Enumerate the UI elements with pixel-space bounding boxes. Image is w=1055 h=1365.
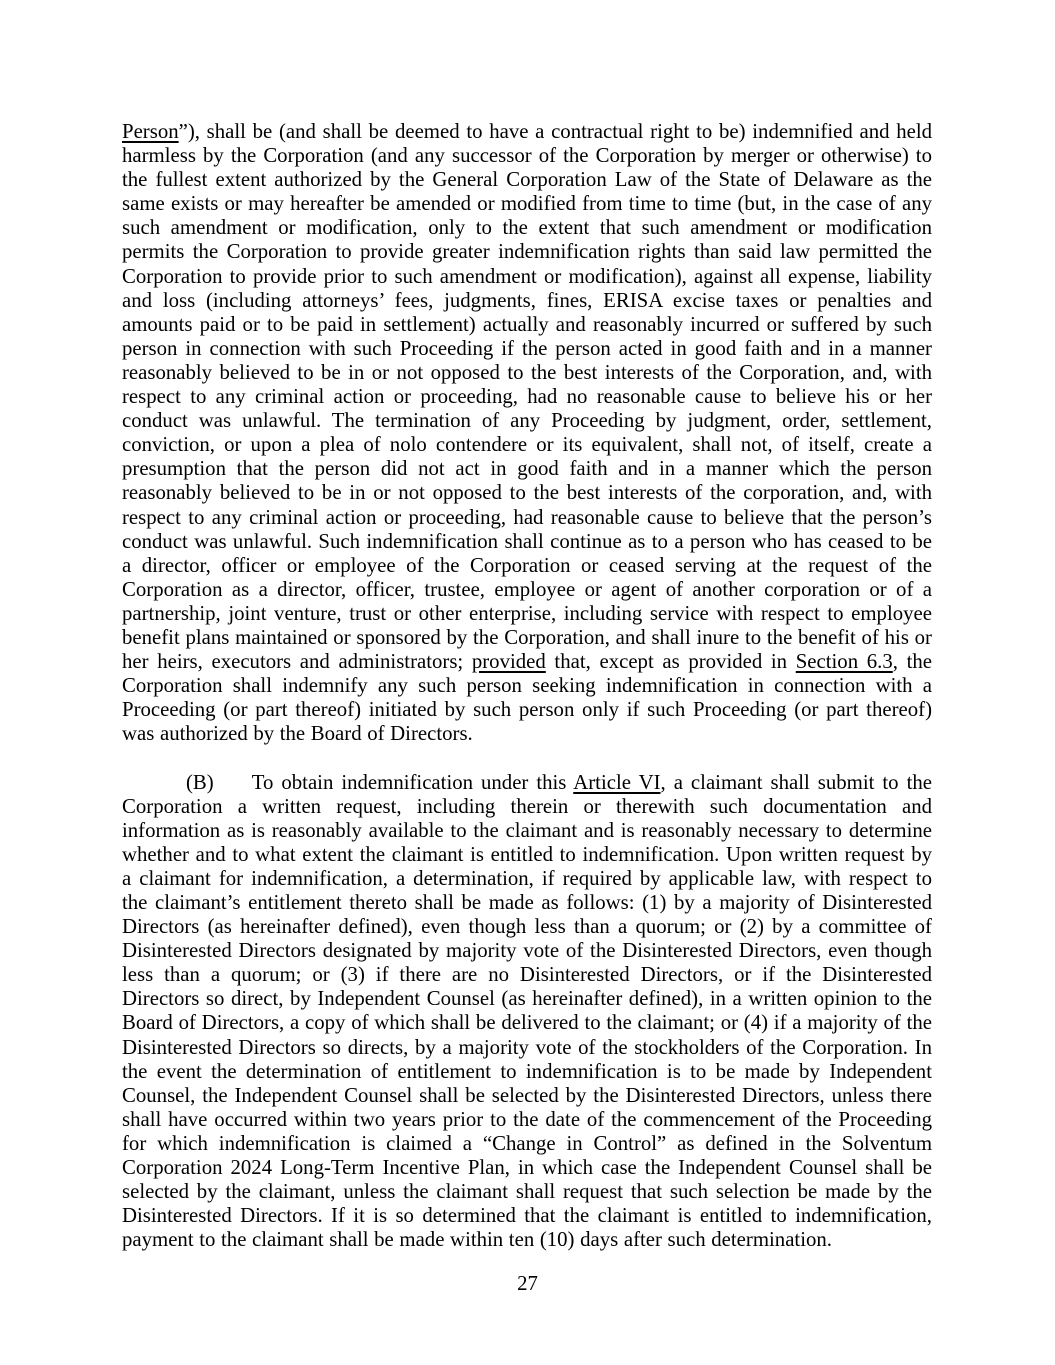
indemnification-paragraph-b xyxy=(122,771,932,1253)
page-number: 27 xyxy=(517,1272,538,1295)
underlined-term: provided xyxy=(471,650,546,674)
text-run: (B) xyxy=(186,770,214,794)
text-run: , a claimant shall submit to the Corporation a written request, including therein or therewith such documentation and information as is reasonably available to the claimant and is reasonably necessary to determine whether and to what extent the claimant is entitled to indemnification. Upon written request by a claimant for indemnification, a determination, if required by applicable law, with respect to the claimant’s entitlement thereto shall be made as follows: (1) by a majority of Disinterested Directors (as hereinafter defined), even though less than a quorum; or (2) by a committee of Disinterested Directors designated by majority vote of the Disinterested Directors, even though less than a quorum; or (3) if there are no Disinterested Directors, or if the Disinterested Directors so direct, by Independent Counsel (as hereinafter defined), in a written opinion to the Board of Directors, a copy of which shall be delivered to the claimant; or (4) if a majority of the Disinterested Directors so directs, by a majority vote of the stockholders of the Corporation. In the event the determination of entitlement to indemnification is to be made by Independent Counsel, the Independent Counsel shall be selected by the Disinterested Directors, unless there shall have occurred within two years prior to the date of the commencement of the Proceeding for which indemnification is claimed a “Change in Control” as defined in the Solventum Corporation 2024 Long-Term Incentive Plan, in which case the Independent Counsel shall be selected by the claimant, unless the claimant shall request that such selection be made by the Disinterested Directors. If it is so determined that the claimant is entitled to indemnification, payment to the claimant shall be made within ten (10) days after such determination. xyxy=(122,770,932,1252)
text-run: To obtain indemnification under this xyxy=(251,770,574,794)
text-run: , the Corporation shall indemnify any such person seeking indemnification in connection with a Proceeding (or part thereof) initiated by such person only if such Proceeding (or part thereof) was authorized by the Board of Directors. xyxy=(122,650,932,746)
underlined-term: Person xyxy=(122,120,179,143)
text-run: that, except as provided in xyxy=(545,650,796,674)
indemnification-paragraph-a xyxy=(122,120,932,746)
text-run: ”), shall be (and shall be deemed to have a contractual right to be) indemnified and held harmless by the Corporation (and any successor of the Corporation by merger or otherwise) to the fullest extent authorized by the General Corporation Law of the State of Delaware as the same exists or may hereafter be amended or modified from time to time (but, in the case of any such amendment or modification, only to the extent that such amendment or modification permits the Corporation to provide greater indemnification rights than said law permitted the Corporation to provide prior to such amendment or modification), against all expense, liability and loss (including attorneys’ fees, judgments, fines, ERISA excise taxes or penalties and amounts paid or to be paid in settlement) actually and reasonably incurred or suffered by such person in connection with such Proceeding if the person acted in good faith and in a manner reasonably believed to be in or not opposed to the best interests of the Corporation, and, with respect to any criminal action or proceeding, had no reasonable cause to believe his or her conduct was unlawful. The termination of any Proceeding by judgment, order, settlement, conviction, or upon a plea of nolo contendere or its equivalent, shall not, of itself, create a presumption that the person did not act in good faith and in a manner which the person reasonably believed to be in or not opposed to the best interests of the corporation, and, with respect to any criminal action or proceeding, had reasonable cause to believe that the person’s conduct was unlawful. Such indemnification shall continue as to a person who has ceased to be a director, officer or employee of the Corporation or ceased serving at the request of the Corporation as a director, officer, trustee, employee or agent of another corporation or of a partnership, joint venture, trust or other enterprise, including service with respect to employee benefit plans maintained or sponsored by the Corporation, and shall inure to the benefit of his or her heirs, executors and administrators; xyxy=(122,120,932,674)
underlined-term: Article VI xyxy=(573,770,661,794)
underlined-term: Section 6.3 xyxy=(795,650,893,674)
document-content xyxy=(122,120,932,1277)
